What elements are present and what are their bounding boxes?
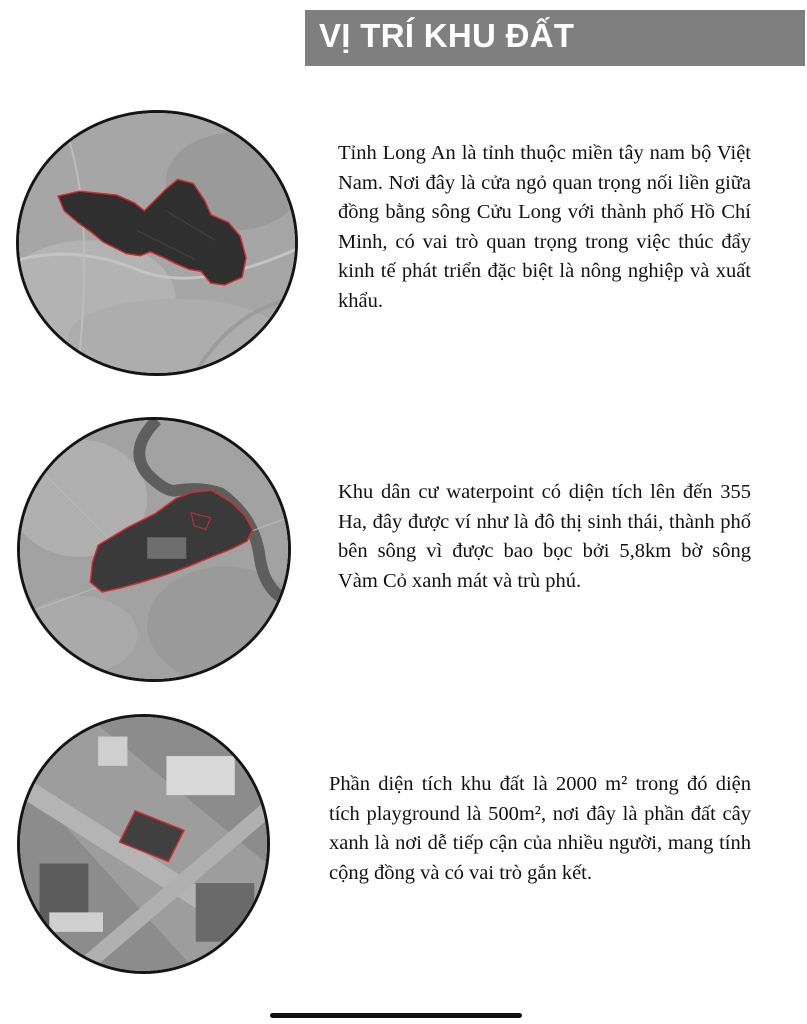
- page-title: VỊ TRÍ KHU ĐẤT: [319, 17, 575, 54]
- paragraph-site: Phần diện tích khu đất là 2000 m² trong đó diện tích playground là 500m², nơi đây là phần đất cây xanh là nơi dễ tiếp cận của nhiều người, mang tính cộng đồng và có vai trò gắn kết.: [329, 773, 751, 884]
- title-bar: [305, 10, 805, 66]
- map-site: [17, 714, 270, 974]
- paragraph-waterpoint: Khu dân cư waterpoint có diện tích lên đến 355 Ha, đây được ví như là đô thị sinh thái, thành phố bên sông vì được bao bọc bởi 5,8km bờ sông Vàm Cỏ xanh mát và trù phú.: [338, 481, 751, 592]
- paragraph-long-an: Tỉnh Long An là tỉnh thuộc miền tây nam bộ Việt Nam. Nơi đây là cửa ngỏ quan trọng nối liền giữa đồng bằng sông Cửu Long với thành phố Hồ Chí Minh, có vai trò quan trọng trong việc thúc đẩy kinh tế phát triển đặc biệt là nông nghiệp và xuất khẩu.: [338, 142, 751, 312]
- satellite-image-waterpoint: [20, 420, 288, 679]
- satellite-image-long-an: [19, 113, 295, 373]
- map-waterpoint: [17, 417, 291, 682]
- satellite-image-site: [20, 717, 267, 971]
- home-indicator[interactable]: [270, 1013, 522, 1018]
- map-long-an: [16, 110, 298, 376]
